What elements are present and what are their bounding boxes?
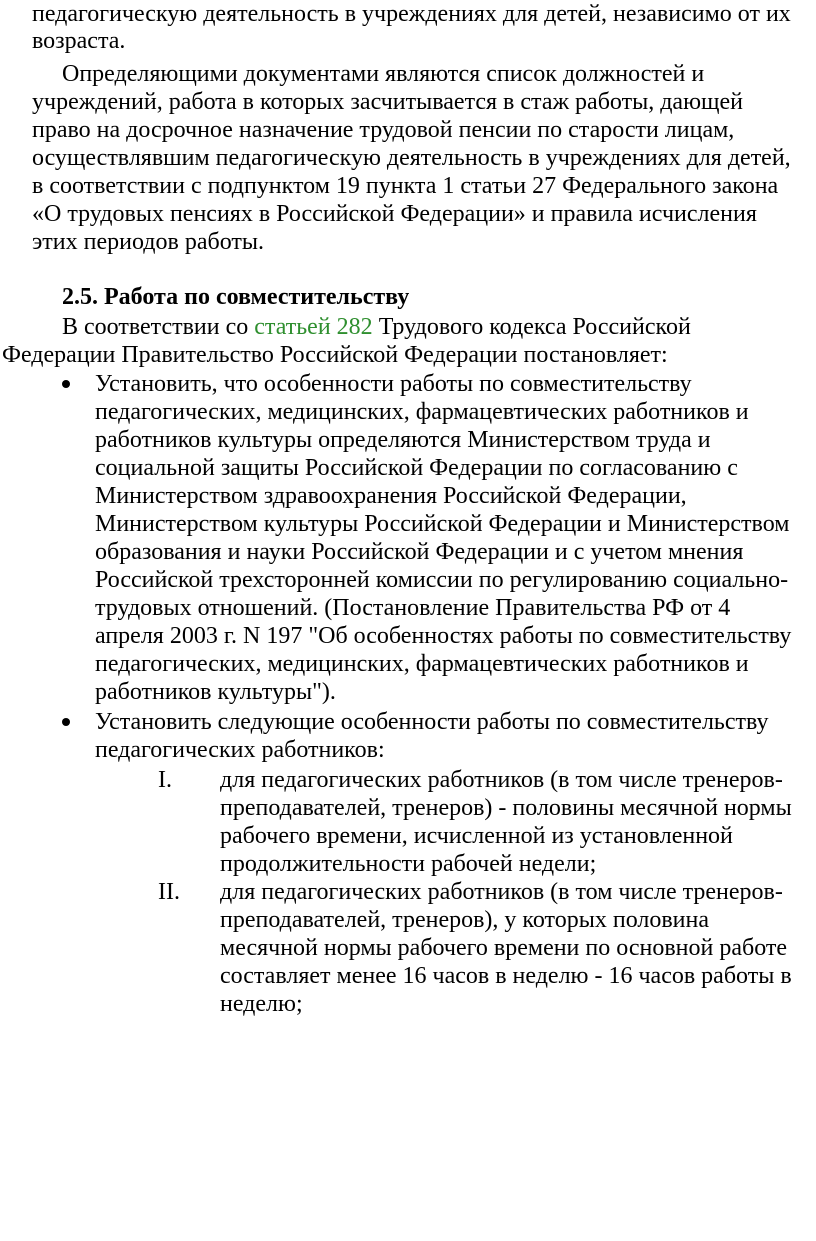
list-item-line: месячной нормы рабочего времени по основной работе [220, 935, 788, 961]
bullet-line: апреля 2003 г. N 197 "Об особенностях работы по совместительству [95, 623, 792, 649]
bullet-line: педагогических, медицинских, фармацевтических работников и [95, 399, 749, 425]
text-line: осуществлявшим педагогическую деятельность в учреждениях для детей, [32, 145, 791, 171]
bullet-line: образования и науки Российской Федерации и с учетом мнения [95, 539, 744, 565]
bullet-icon [62, 380, 70, 388]
bullet-icon [62, 718, 70, 726]
text-line: учреждений, работа в которых засчитывается в стаж работы, дающей [32, 89, 743, 115]
text-line: педагогическую деятельность в учреждениях для детей, независимо от их [32, 1, 791, 27]
text-line: возраста. [32, 28, 126, 54]
list-item-line: преподавателей, тренеров), у которых половина [220, 907, 710, 933]
list-item-line: неделю; [220, 991, 303, 1017]
bullet-line: педагогических, медицинских, фармацевтических работников и [95, 651, 749, 677]
text-line: этих периодов работы. [32, 229, 264, 255]
bullet-line: педагогических работников: [95, 737, 385, 763]
text-line: Федерации Правительство Российской Федерации постановляет: [2, 342, 668, 368]
text-line: «О трудовых пенсиях в Российской Федерации» и правила исчисления [32, 201, 757, 227]
text-line: право на досрочное назначение трудовой пенсии по старости лицам, [32, 117, 735, 143]
list-item-line: преподавателей, тренеров) - половины месячной нормы [220, 795, 792, 821]
list-item-line: для педагогических работников (в том числе тренеров- [220, 879, 783, 905]
bullet-line: работников культуры"). [95, 679, 336, 705]
list-numeral: I. [158, 767, 172, 793]
bullet-line: Министерством культуры Российской Федерации и Министерством [95, 511, 790, 537]
bullet-line: работников культуры определяются Министерством труда и [95, 427, 711, 453]
intro-suffix: Трудового кодекса Российской [378, 314, 691, 340]
text-line: Определяющими документами являются список должностей и [62, 61, 705, 87]
intro-prefix: В соответствии со [62, 314, 249, 340]
list-numeral: II. [158, 879, 180, 905]
bullet-line: Установить следующие особенности работы по совместительству [95, 709, 769, 735]
list-item-line: для педагогических работников (в том числе тренеров- [220, 767, 783, 793]
article-282-link[interactable]: статьей 282 [254, 314, 373, 340]
section-intro [62, 313, 691, 341]
text-line: в соответствии с подпунктом 19 пункта 1 статьи 27 Федерального закона [32, 173, 779, 199]
bullet-line: социальной защиты Российской Федерации по согласованию с [95, 455, 738, 481]
bullet-line: трудовых отношений. (Постановление Правительства РФ от 4 [95, 595, 731, 621]
section-heading: 2.5. Работа по совместительству [62, 284, 410, 310]
bullet-line: Установить, что особенности работы по совместительству [95, 371, 692, 397]
list-item-line: продолжительности рабочей недели; [220, 851, 597, 877]
bullet-line: Российской трехсторонней комиссии по регулированию социально- [95, 567, 789, 593]
list-item-line: рабочего времени, исчисленной из установленной [220, 823, 733, 849]
list-item-line: составляет менее 16 часов в неделю - 16 часов работы в [220, 963, 792, 989]
bullet-line: Министерством здравоохранения Российской Федерации, [95, 483, 687, 509]
